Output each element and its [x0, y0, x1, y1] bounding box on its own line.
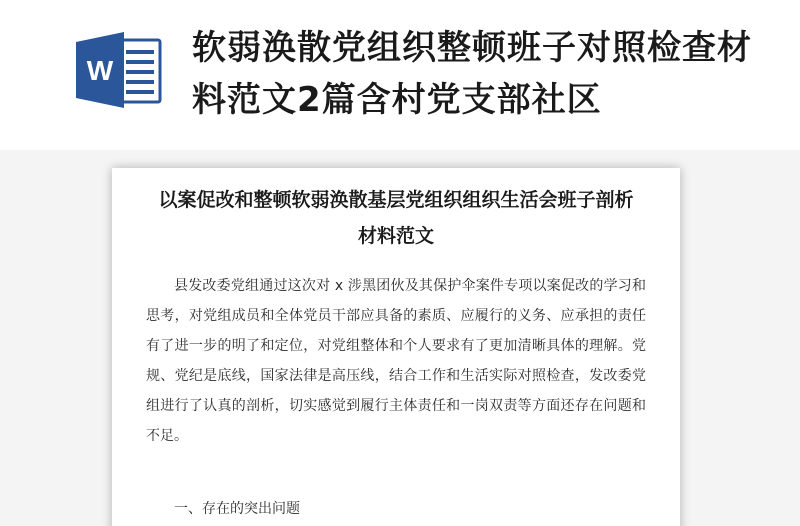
- document-title: 以案促改和整顿软弱涣散基层党组织组织生活会班子剖析材料范文: [158, 189, 634, 247]
- document-page: [112, 168, 680, 526]
- word-document-icon: [74, 30, 164, 110]
- document-paragraph: 县发改委党组通过这次对 x 涉黑团伙及其保护伞案件专项以案促改的学习和思考，对党组成员和全体党员干部应具备的素质、应履行的义务、应承担的责任有了进一步的明了和定位，对党组整体和个人要求有了更加清晰具体的理解。党规、党纪是底线，国家法律是高压线，结合工作和生活实际对照检查，发改委党组进行了认真的剖析，切实感觉到履行主体责任和一岗双责等方面还存在问题和不足。: [146, 278, 646, 444]
- section-heading: 一、存在的突出问题: [174, 501, 300, 517]
- word-icon-letter: W: [86, 55, 114, 86]
- header-banner: [0, 0, 800, 150]
- page-title: 软弱涣散党组织整顿班子对照检查材料范文2篇含村党支部社区: [192, 28, 752, 120]
